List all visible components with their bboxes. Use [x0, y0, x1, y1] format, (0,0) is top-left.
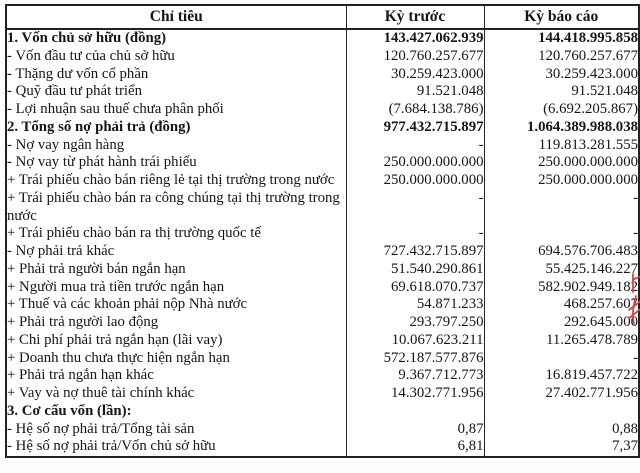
row-previous-value: 10.067.623.211 — [346, 332, 484, 350]
row-previous-value — [346, 403, 484, 421]
row-label: + Trái phiếu chào bán ra thị trường quốc tế — [6, 225, 346, 243]
row-previous-value: 54.871.233 — [346, 296, 484, 314]
col-header-criteria: Chỉ tiêu — [6, 5, 346, 29]
table-row — [6, 350, 639, 368]
row-label: - Nợ vay từ phát hành trái phiếu — [6, 154, 346, 172]
row-label: - Thặng dư vốn cổ phần — [6, 66, 346, 84]
table-row — [6, 48, 639, 66]
row-reporting-value: 144.418.995.858 — [484, 29, 639, 48]
row-label: + Phải trả ngắn hạn khác — [6, 367, 346, 385]
table-row — [6, 279, 639, 297]
row-label: - Nợ vay ngân hàng — [6, 137, 346, 155]
row-previous-value: 572.187.577.876 — [346, 350, 484, 368]
row-reporting-value: 7,37 — [484, 438, 639, 457]
table-row — [6, 225, 639, 243]
row-reporting-value — [484, 403, 639, 421]
row-reporting-value: 694.576.706.483 — [484, 243, 639, 261]
row-label: + Trái phiếu chào bán riêng lẻ tại thị trường trong nước — [6, 172, 346, 190]
row-reporting-value: 0,88 — [484, 421, 639, 439]
row-previous-value: 293.797.250 — [346, 314, 484, 332]
row-reporting-value: 27.402.771.956 — [484, 385, 639, 403]
row-previous-value: 91.521.048 — [346, 83, 484, 101]
table-row — [6, 190, 639, 226]
table-body — [6, 29, 639, 457]
row-label: - Hệ số nợ phải trả/Vốn chủ sở hữu — [6, 438, 346, 457]
row-previous-value: 727.432.715.897 — [346, 243, 484, 261]
row-label: + Phải trả người bán ngắn hạn — [6, 261, 346, 279]
row-label: - Quỹ đầu tư phát triển — [6, 83, 346, 101]
row-previous-value: 250.000.000.000 — [346, 172, 484, 190]
row-reporting-value: (6.692.205.867) — [484, 101, 639, 119]
row-previous-value: - — [346, 137, 484, 155]
row-previous-value: (7.684.138.786) — [346, 101, 484, 119]
row-previous-value: - — [346, 225, 484, 243]
row-label: 2. Tổng số nợ phải trả (đồng) — [6, 119, 346, 137]
row-reporting-value: - — [484, 190, 639, 226]
row-previous-value: 120.760.257.677 — [346, 48, 484, 66]
row-previous-value: 6,81 — [346, 438, 484, 457]
row-reporting-value: 582.902.949.182 — [484, 279, 639, 297]
row-label: + Trái phiếu chào bán ra công chúng tại thị trường trong nước — [6, 190, 346, 226]
row-previous-value: 30.259.423.000 — [346, 66, 484, 84]
financial-table — [5, 4, 640, 458]
table-row — [6, 403, 639, 421]
row-label: + Người mua trả tiền trước ngắn hạn — [6, 279, 346, 297]
row-previous-value: - — [346, 190, 484, 226]
col-header-reporting-period: Kỳ báo cáo — [484, 5, 639, 29]
row-reporting-value: 292.645.000 — [484, 314, 639, 332]
row-reporting-value: - — [484, 225, 639, 243]
row-label: + Chi phí phải trả ngắn hạn (lãi vay) — [6, 332, 346, 350]
table-row — [6, 314, 639, 332]
row-previous-value: 143.427.062.939 — [346, 29, 484, 48]
table-header-row — [6, 5, 639, 29]
table-row — [6, 421, 639, 439]
row-previous-value: 250.000.000.000 — [346, 154, 484, 172]
row-reporting-value: 250.000.000.000 — [484, 172, 639, 190]
table-row — [6, 296, 639, 314]
row-previous-value: 977.432.715.897 — [346, 119, 484, 137]
row-previous-value: 9.367.712.773 — [346, 367, 484, 385]
row-reporting-value: 30.259.423.000 — [484, 66, 639, 84]
row-reporting-value: 11.265.478.789 — [484, 332, 639, 350]
row-reporting-value: 91.521.048 — [484, 83, 639, 101]
row-reporting-value: 1.064.389.988.038 — [484, 119, 639, 137]
table-row — [6, 101, 639, 119]
row-previous-value: 69.618.070.737 — [346, 279, 484, 297]
row-label: + Phải trả người lao động — [6, 314, 346, 332]
row-previous-value: 51.540.290.861 — [346, 261, 484, 279]
table-row — [6, 119, 639, 137]
row-label: 3. Cơ cấu vốn (lần): — [6, 403, 346, 421]
table-row — [6, 243, 639, 261]
table-row — [6, 83, 639, 101]
row-reporting-value: 250.000.000.000 — [484, 154, 639, 172]
table-row — [6, 438, 639, 457]
table-row — [6, 332, 639, 350]
table-row — [6, 367, 639, 385]
col-header-previous-period: Kỳ trước — [346, 5, 484, 29]
row-label: - Vốn đầu tư của chủ sở hữu — [6, 48, 346, 66]
table-row — [6, 29, 639, 48]
row-reporting-value: - — [484, 350, 639, 368]
row-reporting-value: 120.760.257.677 — [484, 48, 639, 66]
table-row — [6, 137, 639, 155]
row-label: + Vay và nợ thuê tài chính khác — [6, 385, 346, 403]
row-reporting-value: 16.819.457.722 — [484, 367, 639, 385]
row-previous-value: 0,87 — [346, 421, 484, 439]
table-row — [6, 154, 639, 172]
row-label: - Nợ phải trả khác — [6, 243, 346, 261]
row-previous-value: 14.302.771.956 — [346, 385, 484, 403]
table-row — [6, 172, 639, 190]
row-label: - Lợi nhuận sau thuế chưa phân phối — [6, 101, 346, 119]
row-label: 1. Vốn chủ sở hữu (đồng) — [6, 29, 346, 48]
row-reporting-value: 119.813.281.555 — [484, 137, 639, 155]
table-row — [6, 66, 639, 84]
table-row — [6, 385, 639, 403]
row-label: + Thuế và các khoản phải nộp Nhà nước — [6, 296, 346, 314]
row-reporting-value: 55.425.146.227 — [484, 261, 639, 279]
row-label: - Hệ số nợ phải trả/Tổng tài sản — [6, 421, 346, 439]
row-reporting-value: 468.257.607 — [484, 296, 639, 314]
table-row — [6, 261, 639, 279]
row-label: + Doanh thu chưa thực hiện ngắn hạn — [6, 350, 346, 368]
